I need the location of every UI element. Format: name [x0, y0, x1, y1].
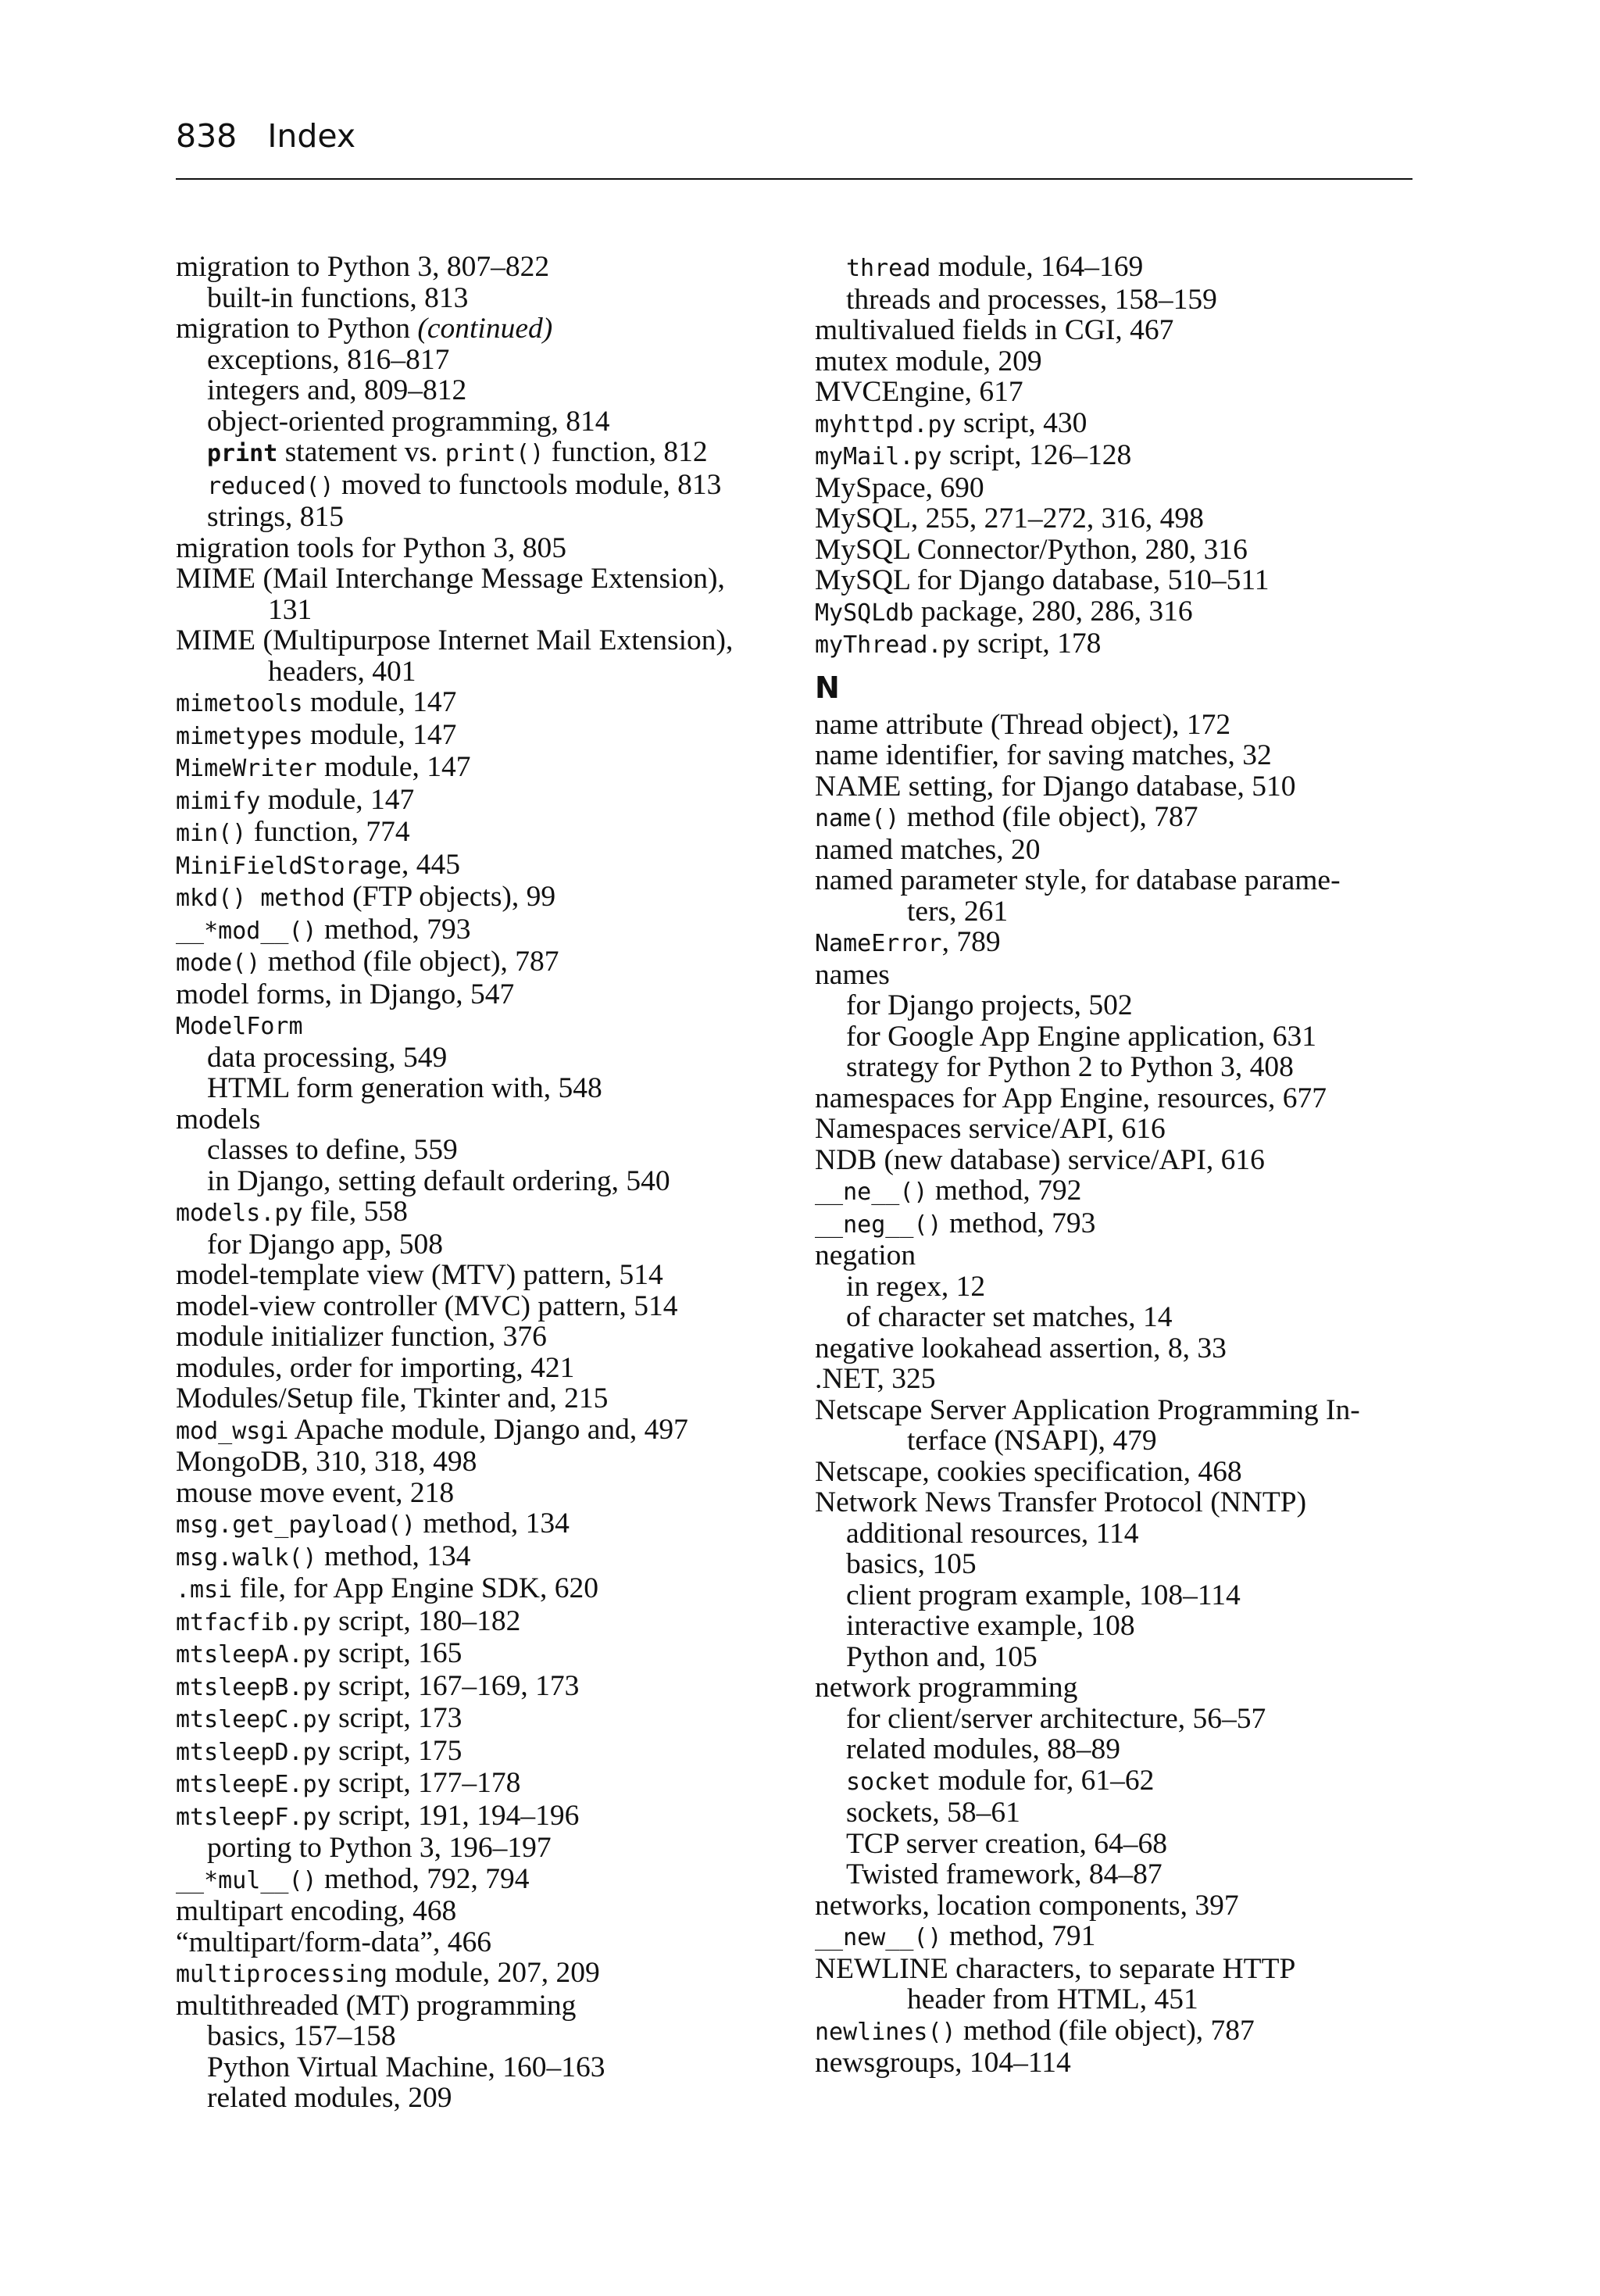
- entry-text: N: [815, 670, 840, 705]
- entry-text: threads and processes, 158–159: [846, 283, 1217, 316]
- entry-text: built-in functions, 813: [207, 281, 469, 314]
- entry-text: porting to Python 3, 196–197: [207, 1832, 552, 1864]
- index-entry: [815, 927, 1416, 960]
- index-subentry: [815, 990, 1416, 1021]
- index-subentry: [815, 1580, 1416, 1611]
- entry-text: file, for App Engine SDK, 620: [232, 1572, 598, 1604]
- index-entry: [176, 1606, 770, 1639]
- index-entry: [176, 882, 770, 914]
- index-entry: [815, 710, 1416, 741]
- entry-text: Apache module, Django and, 497: [288, 1413, 688, 1446]
- entry-text: module for, 61–62: [930, 1764, 1155, 1797]
- code-term: mode(): [176, 950, 261, 977]
- entry-text: script, 180–182: [330, 1604, 521, 1637]
- index-subentry: [176, 375, 770, 406]
- index-subentry: [176, 1042, 770, 1074]
- code-term: print: [207, 440, 278, 467]
- index-entry: [176, 979, 770, 1010]
- code-term: mtsleepC.py: [176, 1706, 331, 1733]
- index-entry: [176, 1801, 770, 1833]
- index-entry: [176, 1573, 770, 1606]
- entry-text: networks, location components, 397: [815, 1889, 1239, 1922]
- index-subentry: [815, 252, 1416, 284]
- index-subentry: [176, 1135, 770, 1166]
- entry-text: script, 430: [955, 406, 1088, 439]
- page-number: 838: [176, 117, 238, 155]
- index-letter-heading: [815, 672, 1416, 703]
- index-entry: [176, 1291, 770, 1322]
- entry-text: MySQL Connector/Python, 280, 316: [815, 533, 1248, 566]
- index-entry: [815, 346, 1416, 377]
- index-entry: [176, 313, 770, 345]
- index-entry: [176, 752, 770, 785]
- page-title: Index: [267, 117, 356, 155]
- entry-text: module, 164–169: [930, 251, 1144, 283]
- entry-text: MySpace, 690: [815, 471, 984, 504]
- index-entry: [176, 1736, 770, 1768]
- code-term: ModelForm: [176, 1013, 303, 1040]
- index-entry: [176, 1864, 770, 1897]
- code-term: mtsleepD.py: [176, 1738, 331, 1766]
- entry-text: module, 147: [316, 751, 471, 783]
- entry-text: for Django app, 508: [207, 1228, 444, 1261]
- entry-text: strings, 815: [207, 501, 345, 533]
- entry-text: name identifier, for saving matches, 32: [815, 739, 1272, 771]
- index-subentry: [815, 1611, 1416, 1642]
- header-rule: [176, 178, 1412, 180]
- index-subentry: [815, 1797, 1416, 1829]
- index-entry: [815, 865, 1416, 896]
- code-term: MiniFieldStorage: [176, 852, 402, 880]
- entry-text: module initializer function, 376: [176, 1321, 547, 1353]
- index-entry: [815, 1083, 1416, 1114]
- index-entry: [815, 1364, 1416, 1395]
- index-entry: [176, 946, 770, 979]
- index-subentry: [176, 470, 770, 502]
- entry-text: MIME (Mail Interchange Message Extension),: [176, 563, 725, 595]
- code-term: mimetools: [176, 690, 303, 717]
- index-subentry: [815, 1642, 1416, 1673]
- code-term: myMail.py: [815, 443, 942, 470]
- code-term: __*mod__(): [176, 917, 317, 945]
- index-entry-continuation: [815, 1984, 1416, 2015]
- index-subentry: [176, 1073, 770, 1104]
- entry-text: data processing, 549: [207, 1041, 448, 1074]
- entry-text: script, 191, 194–196: [330, 1799, 580, 1832]
- index-entry: [815, 1240, 1416, 1271]
- index-entry: [815, 2047, 1416, 2079]
- index-entry: [176, 1896, 770, 1927]
- entry-text: named parameter style, for database parame-: [815, 864, 1341, 896]
- entry-text: module, 147: [302, 686, 457, 718]
- index-entry: [176, 1353, 770, 1384]
- index-subentry: [815, 1052, 1416, 1083]
- code-term: myhttpd.py: [815, 410, 956, 438]
- index-entry: [176, 1478, 770, 1509]
- entry-text: sockets, 58–61: [846, 1797, 1020, 1829]
- entry-text: method, 793: [316, 913, 471, 946]
- index-entry: [176, 1383, 770, 1414]
- code-term: msg.get_payload(): [176, 1511, 416, 1539]
- entry-text: multivalued fields in CGI, 467: [815, 314, 1174, 346]
- code-term: mkd() method: [176, 885, 345, 912]
- running-head: [176, 117, 355, 155]
- index-entry: [176, 252, 770, 283]
- entry-text: script, 177–178: [330, 1767, 521, 1799]
- index-entry: [815, 771, 1416, 803]
- index-entry: [815, 960, 1416, 991]
- entry-text: script, 173: [330, 1702, 462, 1734]
- index-entry: [815, 565, 1416, 596]
- entry-text: “multipart/form-data”, 466: [176, 1926, 492, 1958]
- entry-text: client program example, 108–114: [846, 1579, 1241, 1611]
- entry-text: terface (NSAPI), 479: [907, 1425, 1157, 1457]
- entry-text: Netscape, cookies specification, 468: [815, 1455, 1242, 1488]
- index-subentry: [176, 283, 770, 314]
- entry-text: method, 134: [316, 1540, 471, 1572]
- index-entry: [176, 1321, 770, 1353]
- entry-text: namespaces for App Engine, resources, 677: [815, 1082, 1327, 1114]
- entry-text: function, 774: [246, 816, 410, 848]
- index-subentry: [815, 1734, 1416, 1765]
- code-term: MySQLdb: [815, 599, 914, 627]
- entry-text: , 789: [941, 926, 1001, 958]
- index-entry: [176, 1010, 770, 1042]
- entry-text: Python Virtual Machine, 160–163: [207, 2051, 605, 2083]
- entry-text: of character set matches, 14: [846, 1301, 1173, 1333]
- entry-text: multithreaded (MT) programming: [176, 1989, 577, 2022]
- index-column-left: [176, 252, 770, 2114]
- index-entry: [815, 1175, 1416, 1208]
- entry-text: basics, 157–158: [207, 2020, 396, 2052]
- entry-text: for client/server architecture, 56–57: [846, 1702, 1266, 1735]
- entry-text: model-view controller (MVC) pattern, 514: [176, 1289, 678, 1322]
- entry-text: ters, 261: [907, 895, 1009, 928]
- index-entry: [815, 1487, 1416, 1518]
- entry-text: MIME (Multipurpose Internet Mail Extension),: [176, 624, 734, 656]
- code-term: __*mul__(): [176, 1866, 317, 1894]
- index-entry: [815, 408, 1416, 441]
- entry-text: package, 280, 286, 316: [913, 595, 1193, 628]
- index-subentry: [815, 1021, 1416, 1053]
- index-entry: [176, 533, 770, 564]
- entry-text: model-template view (MTV) pattern, 514: [176, 1259, 663, 1291]
- entry-text: mouse move event, 218: [176, 1476, 455, 1509]
- entry-text: Namespaces service/API, 616: [815, 1113, 1166, 1145]
- index-subentry: [176, 2083, 770, 2114]
- code-term: multiprocessing: [176, 1961, 388, 1988]
- index-subentry: [815, 1518, 1416, 1550]
- entry-text: in Django, setting default ordering, 540: [207, 1164, 670, 1197]
- index-entry: [815, 802, 1416, 835]
- entry-text: .NET, 325: [815, 1363, 936, 1395]
- index-subentry: [815, 1302, 1416, 1333]
- index-entry: [815, 1208, 1416, 1241]
- code-term: models.py: [176, 1200, 303, 1227]
- index-subentry: [176, 502, 770, 533]
- entry-text: Python and, 105: [846, 1640, 1038, 1673]
- index-entry: [176, 625, 770, 656]
- index-subentry: [815, 1549, 1416, 1580]
- code-term: mtsleepF.py: [176, 1803, 331, 1831]
- code-term: mimify: [176, 787, 261, 815]
- index-subentry: [815, 284, 1416, 316]
- index-entry-continuation: [176, 656, 770, 688]
- code-term: reduced(): [207, 472, 334, 500]
- entry-text: mutex module, 209: [815, 345, 1042, 377]
- index-entry-continuation: [176, 595, 770, 626]
- index-subentry: [815, 1859, 1416, 1890]
- index-subentry: [176, 406, 770, 438]
- entry-text: additional resources, 114: [846, 1517, 1139, 1550]
- index-subentry: [176, 2052, 770, 2083]
- entry-text: script, 126–128: [941, 439, 1132, 471]
- index-entry: [815, 1395, 1416, 1426]
- code-term: myThread.py: [815, 631, 970, 659]
- entry-text: interactive example, 108: [846, 1610, 1135, 1642]
- index-entry-continuation: [815, 896, 1416, 928]
- code-term: __ne__(): [815, 1178, 928, 1206]
- entry-text: statement vs.: [277, 436, 445, 468]
- entry-text: negation: [815, 1239, 916, 1271]
- entry-text: multipart encoding, 468: [176, 1895, 457, 1927]
- index-subentry: [176, 2021, 770, 2052]
- entry-text: function, 812: [544, 436, 708, 468]
- entry-text: named matches, 20: [815, 833, 1041, 866]
- entry-text: script, 165: [330, 1637, 462, 1669]
- entry-text: model forms, in Django, 547: [176, 978, 515, 1010]
- entry-text: network programming: [815, 1672, 1078, 1704]
- index-entry: [815, 1890, 1416, 1922]
- index-column-right: [815, 252, 1416, 2079]
- entry-text: module, 147: [302, 718, 457, 751]
- index-entry: [176, 1638, 770, 1671]
- entry-text: Netscape Server Application Programming In-: [815, 1393, 1360, 1426]
- code-term: mtsleepB.py: [176, 1673, 331, 1701]
- entry-text: script, 167–169, 173: [330, 1669, 580, 1702]
- code-term: mtfacfib.py: [176, 1608, 331, 1636]
- index-entry: [815, 503, 1416, 535]
- entry-text: related modules, 209: [207, 2082, 452, 2114]
- code-term: mod_wsgi: [176, 1417, 289, 1445]
- entry-text: module, 147: [260, 783, 415, 816]
- index-subentry: [815, 1271, 1416, 1303]
- index-entry: [176, 1958, 770, 1990]
- index-subentry: [815, 1829, 1416, 1860]
- index-entry: [815, 628, 1416, 661]
- code-term: socket: [846, 1768, 931, 1796]
- index-entry: [176, 1927, 770, 1958]
- entry-text: NEWLINE characters, to separate HTTP: [815, 1952, 1296, 1985]
- index-entry: [815, 1145, 1416, 1176]
- entry-text: script, 178: [970, 628, 1102, 660]
- entry-text: for Django projects, 502: [846, 989, 1133, 1021]
- index-entry: [815, 1457, 1416, 1488]
- code-term: print(): [445, 440, 545, 467]
- index-entry: [176, 914, 770, 947]
- code-term: NameError: [815, 930, 942, 957]
- entry-text: method, 792: [927, 1175, 1082, 1207]
- entry-text: MySQL for Django database, 510–511: [815, 564, 1270, 596]
- entry-text: integers and, 809–812: [207, 374, 467, 406]
- index-entry: [815, 1333, 1416, 1364]
- index-entry: [176, 849, 770, 882]
- index-entry: [815, 473, 1416, 504]
- entry-text: NDB (new database) service/API, 616: [815, 1143, 1265, 1176]
- entry-text: (FTP objects), 99: [345, 881, 556, 913]
- index-subentry: [176, 1833, 770, 1864]
- entry-text: classes to define, 559: [207, 1134, 458, 1166]
- index-entry: [815, 2015, 1416, 2048]
- index-entry: [815, 1921, 1416, 1954]
- entry-text: method, 793: [941, 1207, 1096, 1239]
- index-entry: [815, 740, 1416, 771]
- entry-text: object-oriented programming, 814: [207, 405, 610, 438]
- index-subentry: [815, 1765, 1416, 1798]
- index-entry: [176, 1104, 770, 1135]
- code-term: msg.walk(): [176, 1543, 317, 1572]
- code-term: mimetypes: [176, 722, 303, 750]
- entry-text: method, 791: [941, 1920, 1096, 1952]
- index-entry: [815, 315, 1416, 346]
- entry-text: NAME setting, for Django database, 510: [815, 770, 1296, 803]
- index-subentry: [815, 1704, 1416, 1735]
- code-term: thread: [846, 255, 931, 282]
- entry-text: method, 134: [416, 1507, 570, 1540]
- entry-text: MySQL, 255, 271–272, 316, 498: [815, 502, 1204, 535]
- entry-text: name attribute (Thread object), 172: [815, 708, 1231, 741]
- entry-text: script, 175: [330, 1734, 462, 1767]
- index-entry: [176, 1541, 770, 1574]
- entry-text: names: [815, 958, 890, 991]
- index-entry: [176, 817, 770, 849]
- entry-text: moved to functools module, 813: [334, 468, 722, 501]
- italic-text: (continued): [417, 313, 553, 345]
- index-subentry: [176, 1166, 770, 1197]
- index-entry: [815, 835, 1416, 866]
- index-entry: [815, 377, 1416, 408]
- index-entry: [815, 596, 1416, 629]
- index-entry: [176, 1508, 770, 1541]
- code-term: .msi: [176, 1576, 233, 1604]
- entry-text: strategy for Python 2 to Python 3, 408: [846, 1051, 1294, 1083]
- entry-text: file, 558: [302, 1196, 408, 1228]
- entry-text: , 445: [401, 848, 460, 881]
- entry-text: basics, 105: [846, 1548, 977, 1580]
- entry-text: related modules, 88–89: [846, 1733, 1120, 1765]
- code-term: mtsleepE.py: [176, 1771, 331, 1798]
- entry-text: Network News Transfer Protocol (NNTP): [815, 1486, 1307, 1518]
- index-entry: [815, 440, 1416, 473]
- index-entry: [176, 687, 770, 720]
- entry-text: TCP server creation, 64–68: [846, 1827, 1167, 1860]
- entry-text: newsgroups, 104–114: [815, 2047, 1071, 2079]
- index-entry: [176, 1260, 770, 1291]
- entry-text: method (file object), 787: [899, 801, 1198, 833]
- entry-text: Modules/Setup file, Tkinter and, 215: [176, 1382, 609, 1414]
- entry-text: models: [176, 1103, 261, 1135]
- entry-text: module, 207, 209: [387, 1957, 600, 1989]
- index-entry: [815, 1672, 1416, 1704]
- code-term: MimeWriter: [176, 755, 317, 782]
- index-entry: [176, 1414, 770, 1447]
- entry-text: method (file object), 787: [260, 946, 559, 978]
- index-subentry: [176, 1229, 770, 1261]
- index-entry: [815, 1954, 1416, 1985]
- entry-text: modules, order for importing, 421: [176, 1351, 575, 1384]
- index-entry: [176, 1703, 770, 1736]
- index-entry: [176, 1671, 770, 1704]
- index-entry: [176, 1990, 770, 2022]
- entry-text: header from HTML, 451: [907, 1983, 1198, 2015]
- entry-text: migration to Python 3, 807–822: [176, 251, 550, 283]
- index-entry: [176, 1447, 770, 1478]
- entry-text: negative lookahead assertion, 8, 33: [815, 1332, 1227, 1364]
- entry-text: 131: [268, 593, 312, 626]
- entry-text: method (file object), 787: [955, 2014, 1255, 2047]
- code-term: min(): [176, 820, 247, 847]
- index-entry-continuation: [815, 1425, 1416, 1457]
- code-term: name(): [815, 805, 900, 832]
- code-term: __neg__(): [815, 1211, 942, 1239]
- entry-text: exceptions, 816–817: [207, 343, 450, 376]
- index-entry: [176, 563, 770, 595]
- index-subentry: [176, 437, 770, 470]
- entry-text: Twisted framework, 84–87: [846, 1858, 1162, 1890]
- entry-text: MVCEngine, 617: [815, 376, 1023, 408]
- entry-text: HTML form generation with, 548: [207, 1072, 602, 1104]
- index-entry: [815, 1114, 1416, 1145]
- entry-text: MongoDB, 310, 318, 498: [176, 1446, 477, 1478]
- code-term: __new__(): [815, 1924, 942, 1951]
- code-term: mtsleepA.py: [176, 1641, 331, 1668]
- index-entry: [176, 720, 770, 753]
- entry-text: migration to Python: [176, 313, 418, 345]
- index-entry: [176, 1768, 770, 1801]
- entry-text: for Google App Engine application, 631: [846, 1020, 1316, 1053]
- entry-text: headers, 401: [268, 655, 416, 688]
- index-entry: [815, 535, 1416, 566]
- entry-text: method, 792, 794: [316, 1862, 530, 1895]
- entry-text: in regex, 12: [846, 1270, 986, 1303]
- code-term: newlines(): [815, 2018, 956, 2046]
- entry-text: migration tools for Python 3, 805: [176, 531, 566, 564]
- index-subentry: [176, 345, 770, 376]
- index-entry: [176, 1196, 770, 1229]
- index-entry: [176, 785, 770, 817]
